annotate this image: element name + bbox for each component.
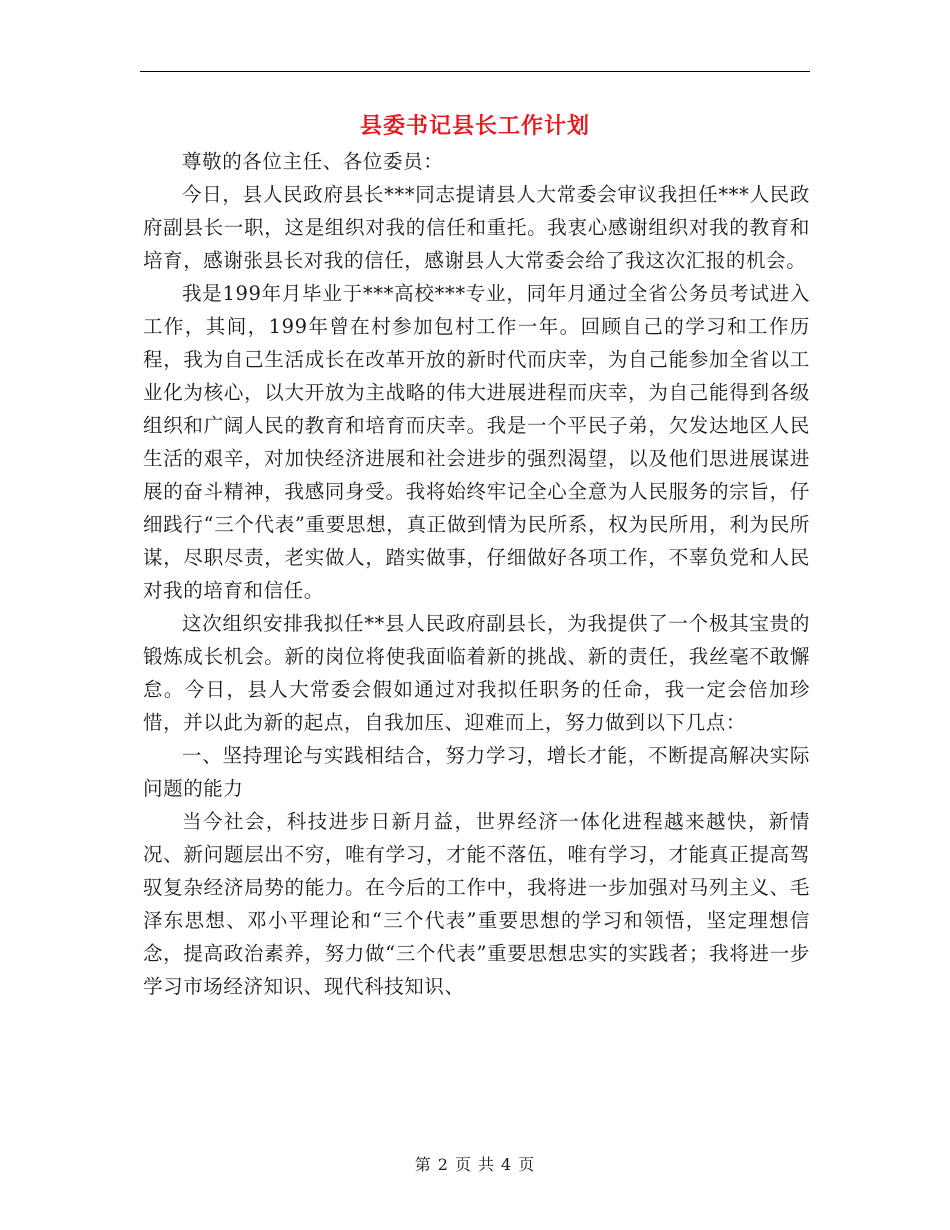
body-paragraph: 今日，县人民政府县长***同志提请县人大常委会审议我担任***人民政府副县长一职，这是组织对我的信任和重托。我衷心感谢组织对我的教育和培育，感谢张县长对我的信任，感谢县人大常委会给了我这次汇报的机会。 — [143, 183, 810, 272]
document-body — [143, 145, 810, 1003]
footer-prefix: 第 — [414, 1155, 432, 1174]
page-footer — [0, 1151, 950, 1179]
footer-page-number: 2 — [437, 1155, 449, 1174]
body-paragraph: 我是199年月毕业于***高校***专业，同年月通过全省公务员考试进入工作，其间，199年曾在村参加包村工作一年。回顾自己的学习和工作历程，我为自己生活成长在改革开放的新时代而庆幸，为自己能参加全省以工业化为核心，以大开放为主战略的伟大进展进程而庆幸，为自己能得到各级组织和广阔人民的教育和培育而庆幸。我是一个平民子弟，欠发达地区人民生活的艰辛，对加快经济进展和社会进步的强烈渴望，以及他们思进展谋进展的奋斗精神，我感同身受。我将始终牢记全心全意为人民服务的宗旨，仔细践行“三个代表”重要思想，真正做到情为民所系，权为民所用，利为民所谋，尽职尽责，老实做人，踏实做事，仔细做好各项工作，不辜负党和人民对我的培育和信任。 — [143, 282, 810, 602]
section-heading: 一、坚持理论与实践相结合，努力学习，增长才能，不断提高解决实际问题的能力 — [143, 744, 810, 800]
footer-page-label: 页 — [454, 1155, 472, 1174]
salutation-paragraph: 尊敬的各位主任、各位委员： — [182, 150, 444, 173]
body-paragraph: 这次组织安排我拟任**县人民政府副县长，为我提供了一个极其宝贵的锻炼成长机会。新的岗位将使我面临着新的挑战、新的责任，我丝毫不敢懈怠。今日，县人大常委会假如通过对我拟任职务的任命，我一定会倍加珍惜，并以此为新的起点，自我加压、迎难而上，努力做到以下几点： — [143, 612, 810, 734]
document-title: 县委书记县长工作计划 — [359, 113, 590, 139]
footer-total-pages: 4 — [501, 1155, 513, 1174]
body-paragraph: 当今社会，科技进步日新月益，世界经济一体化进程越来越快，新情况、新问题层出不穷，唯有学习，才能不落伍，唯有学习，才能真正提高驾驭复杂经济局势的能力。在今后的工作中，我将进一步加强对马列主义、毛泽东思想、邓小平理论和“三个代表”重要思想的学习和领悟，坚定理想信念，提高政治素养，努力做“三个代表”重要思想忠实的实践者；我将进一步学习市场经济知识、现代科技知识、 — [143, 810, 810, 998]
header-rule — [140, 71, 810, 72]
footer-suffix: 页 — [518, 1155, 536, 1174]
footer-total-label: 共 — [478, 1155, 496, 1174]
